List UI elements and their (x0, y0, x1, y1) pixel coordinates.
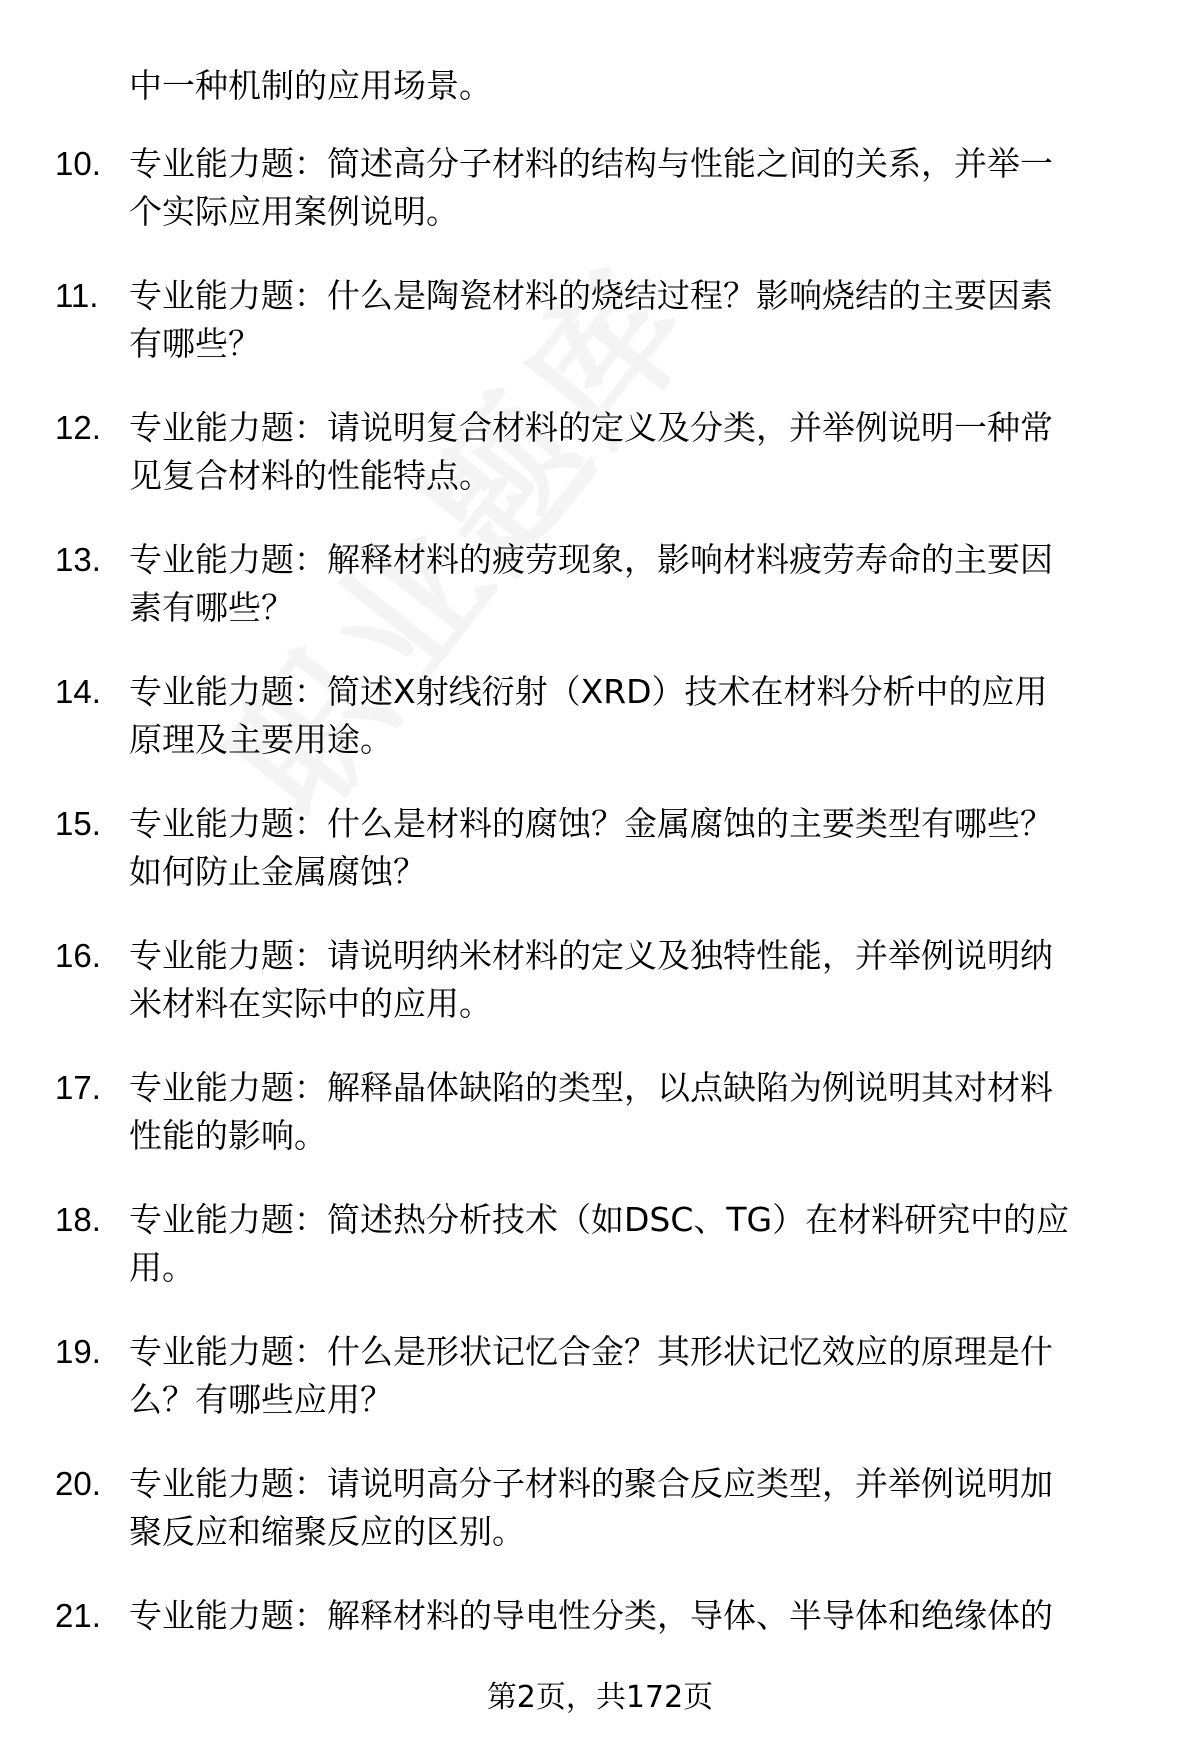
question-text (129, 1460, 1159, 1556)
question-text (129, 1196, 1159, 1292)
question-item (0, 932, 1200, 1064)
question-text-line: 原理及主要用途。 (129, 720, 393, 759)
question-text (129, 1592, 1159, 1640)
question-text (129, 1064, 1159, 1160)
question-text-line: 专业能力题：简述热分析技术（如DSC、TG）在材料研究中的应 (129, 1200, 1070, 1239)
question-text-line: 专业能力题：什么是形状记忆合金？其形状记忆效应的原理是什 (129, 1332, 1053, 1371)
question-item (0, 1328, 1200, 1460)
question-number: 11. (55, 277, 99, 314)
question-text-line: 性能的影响。 (129, 1116, 327, 1155)
question-item (0, 140, 1200, 272)
question-text-line: 用。 (129, 1248, 195, 1287)
question-text-line: 个实际应用案例说明。 (129, 192, 459, 231)
question-text-line: 专业能力题：什么是材料的腐蚀？金属腐蚀的主要类型有哪些？ (129, 804, 1053, 843)
question-item (0, 800, 1200, 932)
question-item (0, 668, 1200, 800)
question-number: 16. (55, 937, 101, 974)
question-number: 13. (55, 541, 101, 578)
question-item (0, 1064, 1200, 1196)
question-item (0, 536, 1200, 668)
question-number: 18. (55, 1201, 101, 1238)
question-text (129, 140, 1159, 236)
question-number: 15. (55, 805, 101, 842)
question-text (129, 404, 1159, 500)
question-item (0, 404, 1200, 536)
question-text-line: 如何防止金属腐蚀？ (129, 852, 426, 891)
question-number: 19. (55, 1333, 101, 1370)
question-number: 12. (55, 409, 101, 446)
question-text (129, 932, 1159, 1028)
question-text-line: 素有哪些？ (129, 588, 294, 627)
question-text-line: 么？有哪些应用？ (129, 1380, 393, 1419)
question-text (129, 536, 1159, 632)
question-text-line: 见复合材料的性能特点。 (129, 456, 492, 495)
question-text-line: 有哪些？ (129, 324, 261, 363)
question-text (129, 668, 1159, 764)
question-text-line: 专业能力题：简述X射线衍射（XRD）技术在材料分析中的应用 (129, 672, 1048, 711)
question-text-line: 专业能力题：请说明高分子材料的聚合反应类型，并举例说明加 (129, 1464, 1053, 1503)
question-text-line: 专业能力题：简述高分子材料的结构与性能之间的关系，并举一 (129, 144, 1053, 183)
page-footer: 第2页，共172页 (486, 1680, 714, 1715)
question-number: 10. (55, 145, 101, 182)
question-text-line: 专业能力题：解释材料的疲劳现象，影响材料疲劳寿命的主要因 (129, 540, 1053, 579)
question-text-line: 专业能力题：什么是陶瓷材料的烧结过程？影响烧结的主要因素 (129, 276, 1053, 315)
question-text-line: 专业能力题：请说明复合材料的定义及分类，并举例说明一种常 (129, 408, 1053, 447)
question-text-line: 米材料在实际中的应用。 (129, 984, 492, 1023)
question-number: 21. (55, 1597, 101, 1634)
question-list (0, 140, 1200, 1724)
question-text-line: 专业能力题：解释材料的导电性分类，导体、半导体和绝缘体的 (129, 1596, 1053, 1635)
question-number: 17. (55, 1069, 101, 1106)
question-text (129, 272, 1159, 368)
continuation-line: 中一种机制的应用场景。 (129, 66, 492, 105)
question-item (0, 1460, 1200, 1592)
question-text-line: 专业能力题：解释晶体缺陷的类型，以点缺陷为例说明其对材料 (129, 1068, 1053, 1107)
question-number: 14. (55, 673, 101, 710)
question-text (129, 1328, 1159, 1424)
question-text-line: 聚反应和缩聚反应的区别。 (129, 1512, 525, 1551)
question-text (129, 800, 1159, 896)
question-item (0, 272, 1200, 404)
question-item (0, 1196, 1200, 1328)
question-number: 20. (55, 1465, 101, 1502)
question-text-line: 专业能力题：请说明纳米材料的定义及独特性能，并举例说明纳 (129, 936, 1053, 975)
